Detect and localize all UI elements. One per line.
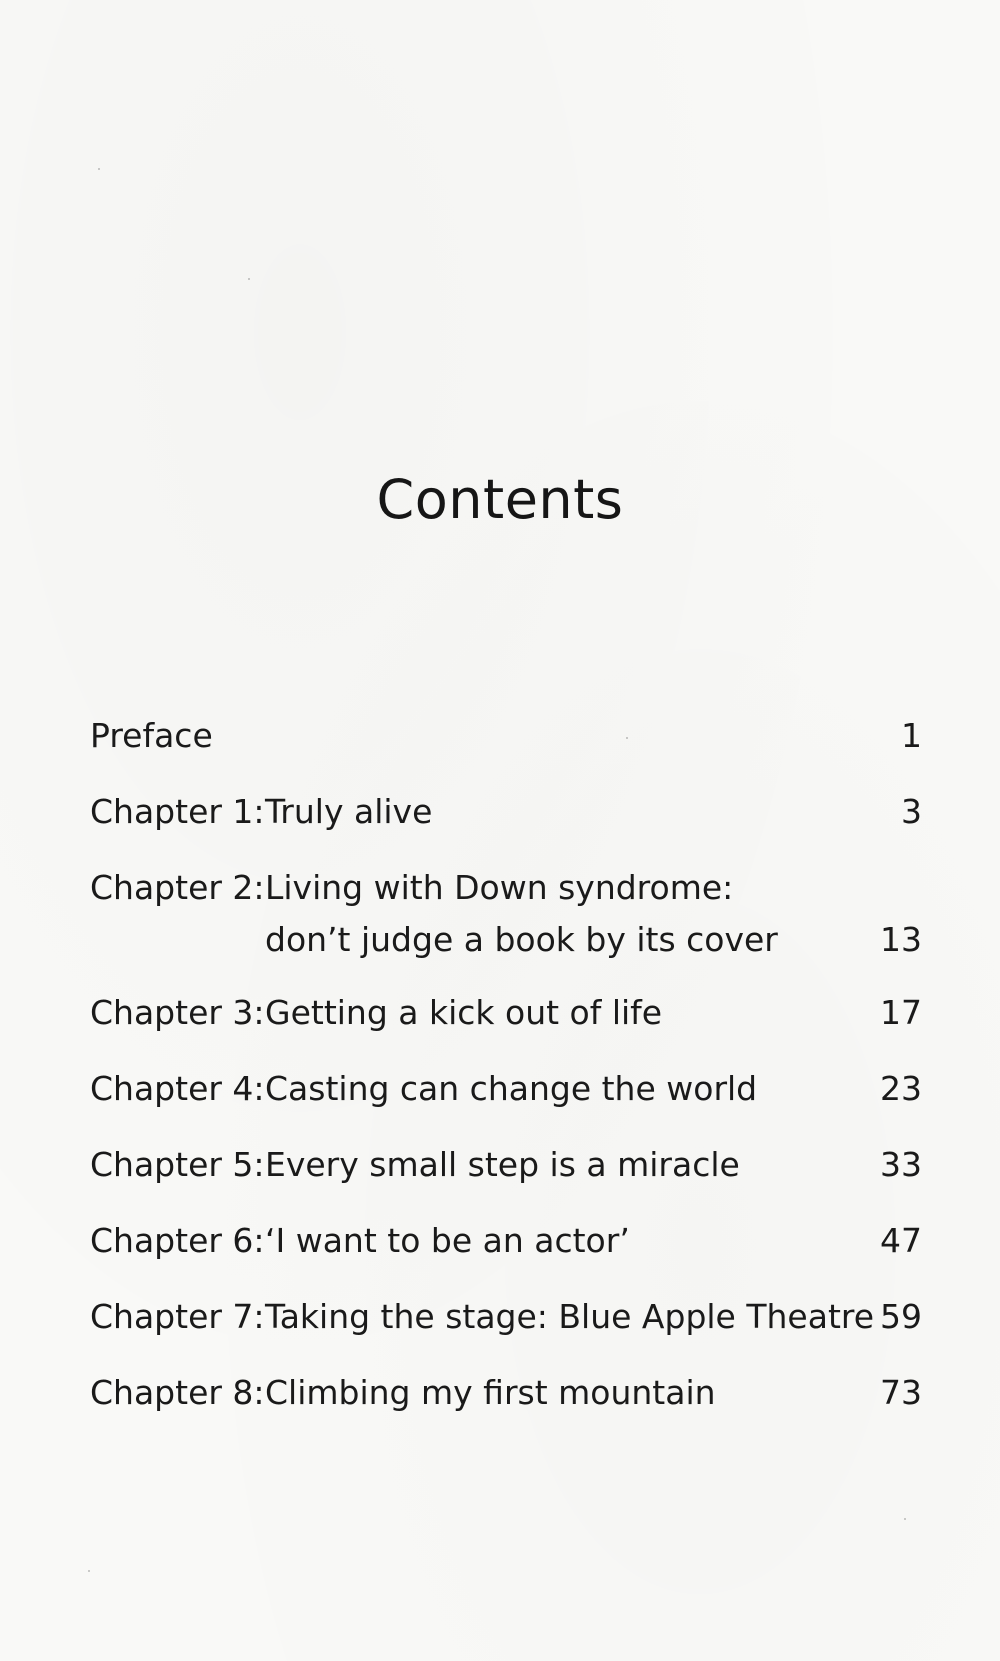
entry-page-number: 59 — [880, 1297, 922, 1336]
toc-entry-chapter-3 — [90, 987, 922, 1039]
page-title: Contents — [376, 468, 624, 531]
entry-title: Taking the stage: Blue Apple Theatre — [265, 1297, 875, 1336]
entry-label: Chapter 8: — [90, 1373, 265, 1412]
toc-entry-chapter-8 — [90, 1367, 922, 1419]
entry-page-number: 1 — [901, 716, 922, 755]
toc-entry-chapter-6 — [90, 1215, 922, 1267]
entry-title: Living with Down syndrome: — [265, 868, 734, 907]
entry-page-number: 23 — [880, 1069, 922, 1108]
entry-title: Truly alive — [265, 792, 433, 831]
entry-label: Chapter 7: — [90, 1297, 265, 1336]
entry-label: Chapter 2: — [90, 868, 265, 907]
entry-label: Chapter 3: — [90, 993, 265, 1032]
paper-speck — [98, 168, 100, 170]
toc-entry-chapter-7 — [90, 1291, 922, 1343]
paper-speck — [904, 1518, 906, 1520]
entry-page-number: 33 — [880, 1145, 922, 1184]
paper-speck — [626, 737, 628, 739]
paper-speck — [248, 278, 250, 280]
entry-page-number: 73 — [880, 1373, 922, 1412]
toc-entry-preface — [90, 710, 922, 762]
toc-entry-chapter-4 — [90, 1063, 922, 1115]
entry-title: Casting can change the world — [265, 1069, 758, 1108]
entry-label: Chapter 5: — [90, 1145, 265, 1184]
toc-entry-chapter-5 — [90, 1139, 922, 1191]
entry-page-number: 47 — [880, 1221, 922, 1260]
entry-label: Chapter 6: — [90, 1221, 265, 1260]
entry-label: Chapter 1: — [90, 792, 265, 831]
toc-entry-chapter-1 — [90, 786, 922, 838]
entry-page-number: 3 — [901, 792, 922, 831]
entry-page-number: 13 — [880, 920, 922, 959]
entry-title: Every small step is a miracle — [265, 1145, 740, 1184]
entry-label: Chapter 4: — [90, 1069, 265, 1108]
paper-speck — [88, 1570, 90, 1572]
entry-title: Getting a kick out of life — [265, 993, 663, 1032]
entry-title: Climbing my first mountain — [265, 1373, 716, 1412]
entry-title-continuation: don’t judge a book by its cover — [265, 920, 778, 959]
entry-title: ‘I want to be an actor’ — [265, 1221, 630, 1260]
entry-page-number: 17 — [880, 993, 922, 1032]
entry-label: Preface — [90, 716, 213, 755]
toc-entry-chapter-2 — [90, 862, 922, 966]
